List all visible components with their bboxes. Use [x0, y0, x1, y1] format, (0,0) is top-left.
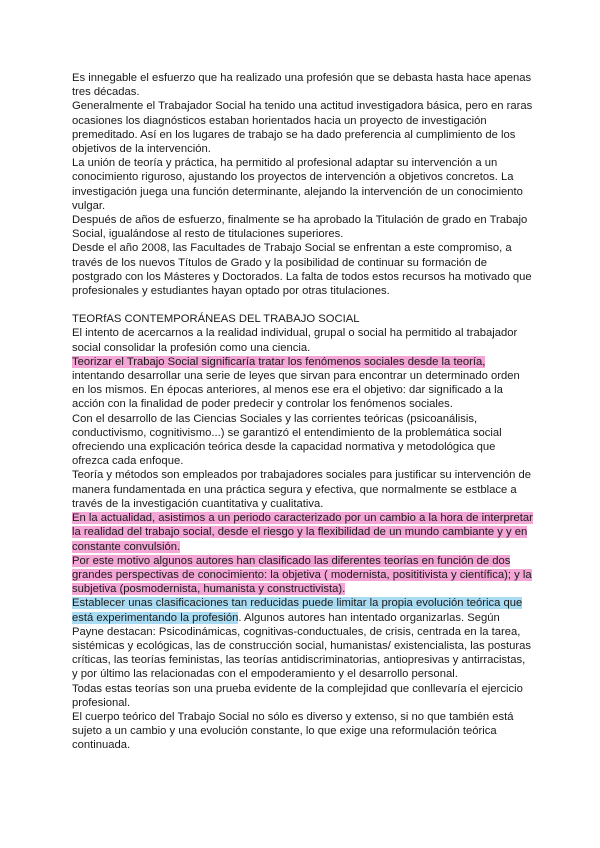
paragraph-2 [72, 355, 534, 412]
highlight-pink: Por este motivo algunos autores han clasificado las diferentes teorías en función de dos grandes perspectivas de conocimiento: la objetiva ( modernista, posititivista y científica); y la subjetiva (posmodernista, humanista y constructivista). [72, 554, 532, 596]
paragraph-9: El cuerpo teórico del Trabajo Social no sólo es diverso y extenso, si no que también está sujeto a un cambio y una evolución constante, lo que exige una reformulación teórica continuada. [72, 710, 514, 752]
intro-paragraph-1: Es innegable el esfuerzo que ha realizado una profesión que se debasta hasta hace apenas tres décadas. [72, 72, 532, 99]
highlight-pink: En la actualidad, asistimos a un periodo caracterizado por un cambio a la hora de interpretar la realidad del trabajo social, desde el riesgo y la flexibilidad de un mundo cambiante y y en constante convulsión. [72, 512, 533, 553]
paragraph-2-rest: intentando desarrollar una serie de leyes que sirvan para encontrar un determinado orden en los mismos. En épocas anteriores, al menos ese era el objetivo: dar significado a la acción con la finalidad de poder predecir y controlar los fenómenos sociales. [72, 370, 520, 411]
paragraph-4: Teoría y métodos son empleados por trabajadores sociales para justificar su intervención de manera fundamentada en una práctica segura y efectiva, que normalmente se estblace a través de la investigación cuantitativa y cualitativa. [72, 469, 531, 510]
paragraph-6 [72, 554, 534, 597]
document-page [72, 71, 534, 753]
intro-paragraph-5: Desde el año 2008, las Facultades de Trabajo Social se enfrentan a este compromiso, a través de los nuevos Títulos de Grado y la posibilidad de continuar su formación de postgrado con los Másteres y Doctorados. La falta de todos estos recursos ha motivado que profesionales y estudiantes hayan optado por otras titulaciones. [72, 242, 532, 298]
paragraph-7-rest: . Algunos autores han intentado organizarlas. Según Payne destacan: Psicodinámicas, cognitivas-conductuales, de crisis, centrada en la tarea, sistémicas y ecológicas, las de construcción social, humanistas/ existencialista, las posturas críticas, las teorías feministas, las teorías antidiscriminatorias, antiopresivas y antirracistas, y por último las relacionadas con el empoderamiento y el desarrollo personal. [72, 611, 531, 681]
intro-paragraph-4: Después de años de esfuerzo, finalmente se ha aprobado la Titulación de grado en Trabajo Social, igualándose al resto de titulaciones superiores. [72, 214, 528, 241]
paragraph-8: Todas estas teorías son una prueba evidente de la complejidad que conllevaría el ejercicio profesional. [72, 682, 523, 709]
intro-paragraph-2: Generalmente el Trabajador Social ha tenido una actitud investigadora básica, pero en raras ocasiones los diagnósticos estaban horientados hacia un proyecto de investigación premeditado. Así en los lugares de trabajo se ha dado preferencia al cumplimiento de los objetivos de la intervención. [72, 100, 533, 156]
highlight-blue: Establecer unas clasificaciones tan reducidas puede limitar la propia evolución teórica que está experimentando la profesión [72, 597, 523, 624]
intro-paragraph-3: La unión de teoría y práctica, ha permitido al profesional adaptar su intervención a un conocimiento riguroso, ajustando los proyectos de intervención a objetivos concretos. La investigación juega una función determinante, alejando la intervención de un conocimiento vulgar. [72, 157, 523, 212]
highlight-pink: Teorizar el Trabajo Social significaría tratar los fenómenos sociales desde la teoría, [72, 355, 486, 368]
paragraph-3: Con el desarrollo de las Ciencias Sociales y las corrientes teóricas (psicoanálisis, conductivismo, cognitivismo...) se garantizó el entendimiento de la problemática social ofreciendo una explicación teórica desde la capacidad normativa y metodológica que ofrezca cada enfoque. [72, 412, 502, 468]
paragraph-7 [72, 596, 534, 681]
section-heading: TEORfAS CONTEMPORÁNEAS DEL TRABAJO SOCIAL [72, 313, 360, 326]
paragraph-5 [72, 511, 534, 554]
paragraph-1: El intento de acercarnos a la realidad individual, grupal o social ha permitido al trabajador social consolidar la profesión como una ciencia. [72, 327, 518, 354]
